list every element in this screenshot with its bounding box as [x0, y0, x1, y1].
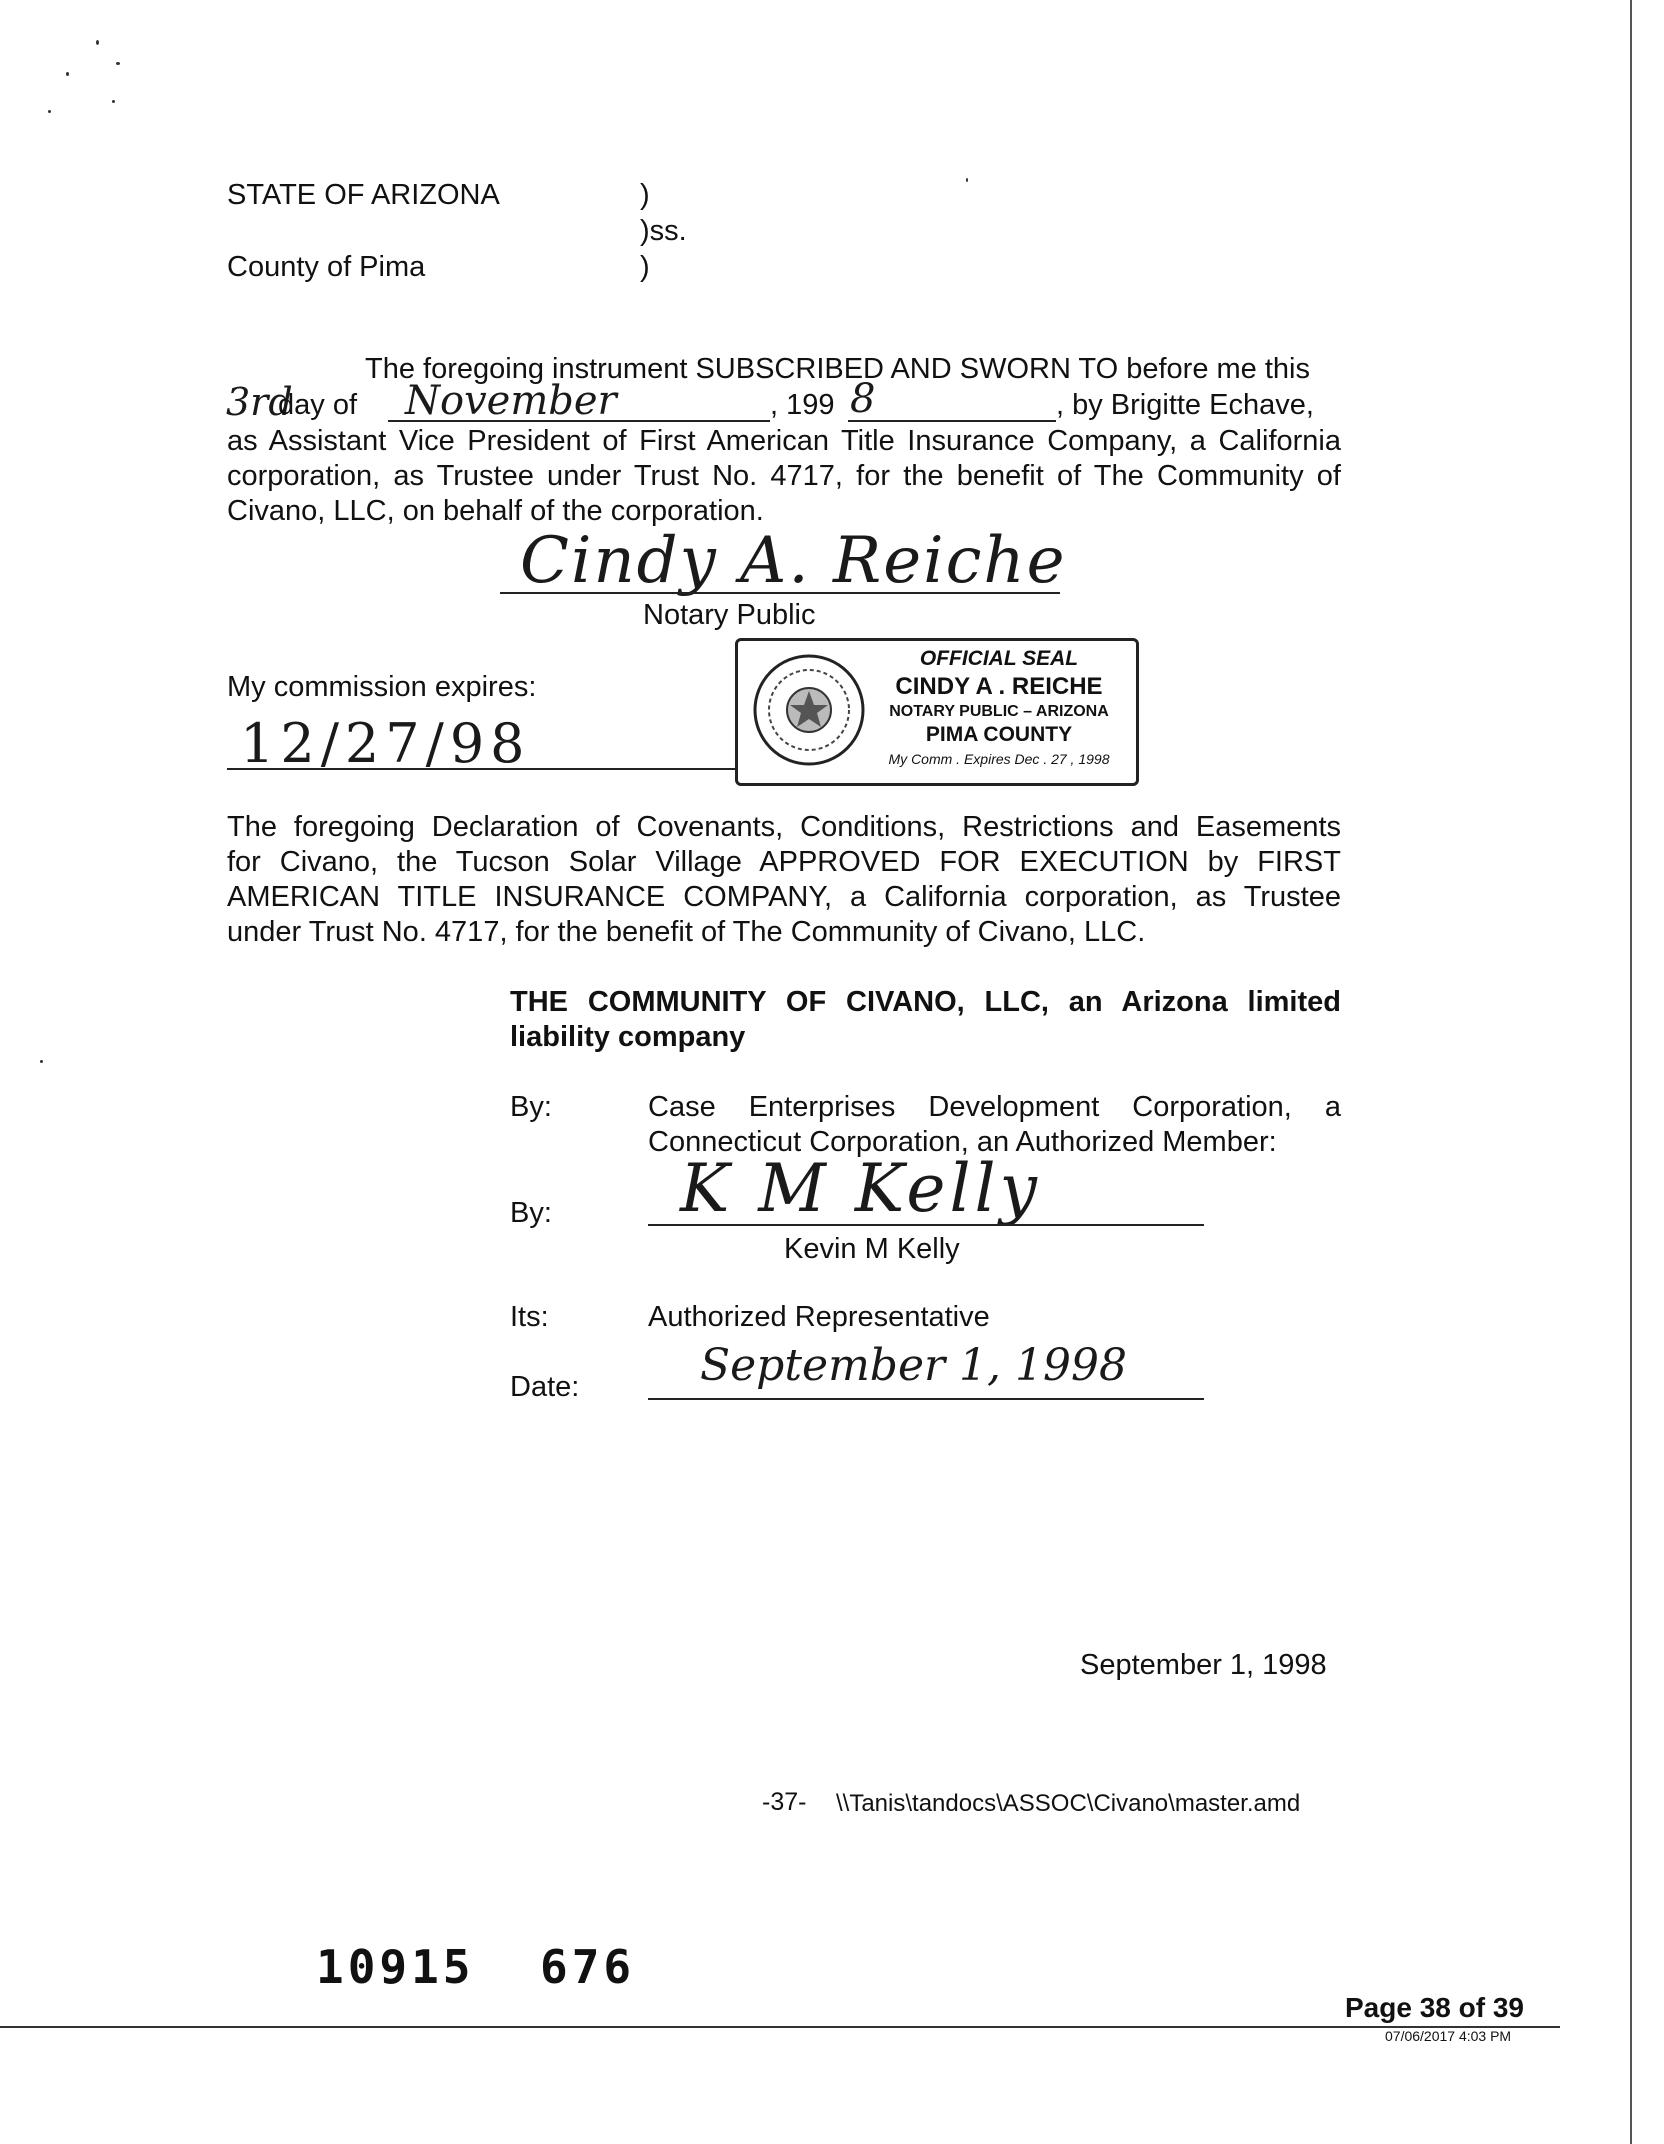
venue-ss: )ss.	[640, 215, 687, 247]
notary-title: Notary Public	[643, 599, 816, 631]
footer-date: September 1, 1998	[1080, 1649, 1327, 1681]
page-count: Page 38 of 39	[1345, 1992, 1524, 2023]
handwritten-year: 8	[850, 376, 876, 422]
approval-line: The foregoing Declaration of Covenants, Conditions, Restrictions and Easements	[227, 811, 1341, 843]
signer-name: Kevin M Kelly	[784, 1233, 960, 1265]
official-seal-stamp	[735, 638, 1139, 786]
scan-speck	[48, 110, 51, 113]
seal-expires: My Comm . Expires Dec . 27 , 1998	[888, 751, 1110, 767]
by-label: By:	[510, 1197, 552, 1229]
notary-signature-line	[500, 592, 1060, 594]
approval-line: under Trust No. 4717, for the benefit of The Community of Civano, LLC.	[227, 916, 1146, 948]
year-prefix: , 199	[770, 389, 835, 421]
venue-state: STATE OF ARIZONA	[227, 179, 500, 211]
approval-line: for Civano, the Tucson Solar Village APPROVED FOR EXECUTION by FIRST	[227, 846, 1341, 878]
member-name: Case Enterprises Development Corporation, a	[648, 1091, 1341, 1123]
venue-paren: )	[640, 179, 650, 211]
notary-intro: The foregoing instrument SUBSCRIBED AND SWORN TO before me this	[365, 353, 1310, 385]
its-label: Its:	[510, 1301, 549, 1333]
scan-speck	[96, 40, 99, 45]
company-type: liability company	[510, 1021, 746, 1053]
venue-county: County of Pima	[227, 251, 426, 283]
venue-paren: )	[640, 251, 650, 283]
footer-rule	[0, 2026, 1560, 2028]
recording-page-number: 676	[540, 1940, 636, 1994]
seal-heading: OFFICIAL SEAL	[919, 647, 1079, 670]
commission-line	[227, 768, 737, 770]
company-name: THE COMMUNITY OF CIVANO, LLC, an Arizona limited	[510, 986, 1341, 1018]
handwritten-commission-date: 12/27/98	[240, 712, 531, 775]
kelly-signature: K M Kelly	[680, 1150, 1041, 1227]
notary-line: as Assistant Vice President of First American Title Insurance Company, a California	[227, 425, 1341, 457]
commission-label: My commission expires:	[227, 671, 537, 703]
scan-speck	[966, 178, 968, 182]
notary-line: Civano, LLC, on behalf of the corporation.	[227, 495, 764, 527]
handwritten-day: 3rd	[226, 380, 293, 424]
print-timestamp: 07/06/2017 4:03 PM	[1385, 2028, 1512, 2044]
handwritten-month: November	[405, 378, 617, 424]
notary-signature: Cindy A. Reiche	[520, 524, 1067, 598]
by-label: By:	[510, 1091, 552, 1123]
by-name: , by Brigitte Echave,	[1056, 389, 1314, 421]
scan-speck	[66, 72, 69, 76]
seal-state-line: NOTARY PUBLIC – ARIZONA	[889, 703, 1109, 720]
seal-emblem-icon	[752, 653, 866, 767]
file-path: \\Tanis\tandocs\ASSOC\Civano\master.amd	[836, 1790, 1301, 1817]
scan-edge-line	[1630, 0, 1632, 2144]
scan-speck	[112, 100, 115, 103]
scan-speck	[40, 1060, 43, 1063]
notary-line: corporation, as Trustee under Trust No. 4717, for the benefit of The Community of	[227, 460, 1341, 492]
recording-book-number: 10915	[316, 1940, 475, 1994]
page-marker: -37-	[762, 1788, 807, 1816]
handwritten-signing-date: September 1, 1998	[700, 1340, 1127, 1391]
seal-name: CINDY A . REICHE	[895, 673, 1103, 700]
approval-line: AMERICAN TITLE INSURANCE COMPANY, a California corporation, as Trustee	[227, 881, 1341, 913]
day-of-label: day of	[278, 389, 357, 421]
signature-line	[648, 1224, 1204, 1226]
member-type: Connecticut Corporation, an Authorized Member:	[648, 1126, 1277, 1158]
date-line	[648, 1398, 1204, 1400]
scan-speck	[116, 62, 120, 65]
year-blank-line	[848, 420, 1056, 422]
date-label: Date:	[510, 1371, 580, 1403]
its-value: Authorized Representative	[648, 1301, 990, 1333]
seal-county: PIMA COUNTY	[925, 723, 1073, 746]
